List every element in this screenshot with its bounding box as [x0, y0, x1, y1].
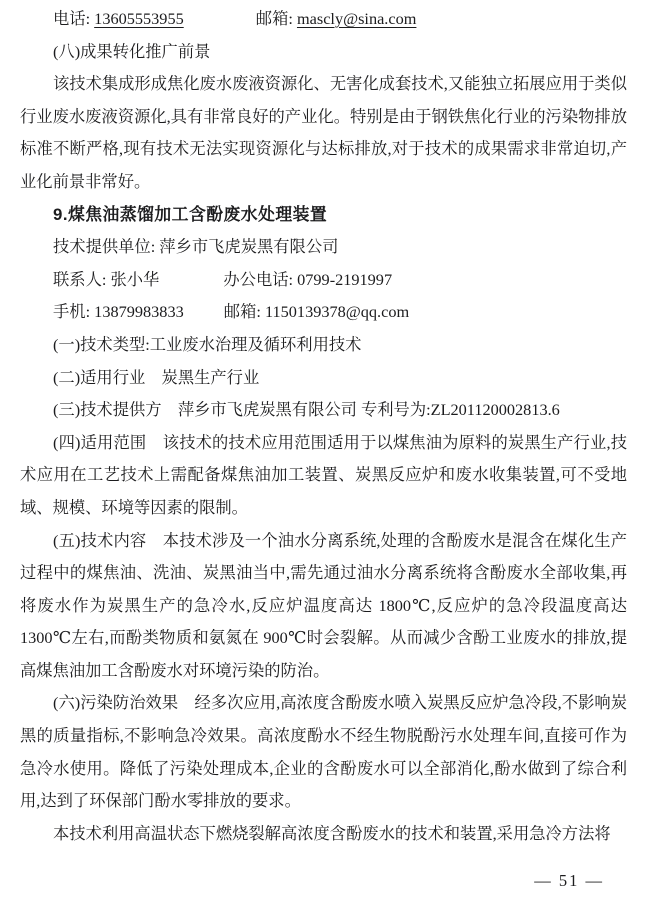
qq-email-value: 1150139378@qq.com — [264, 302, 410, 322]
item-tech-type: (一)技术类型:工业废水治理及循环利用技术 — [53, 334, 362, 354]
phone-label: 电话: — [53, 9, 91, 28]
item-scope-paragraph: (四)适用范围 该技术的技术应用范围适用于以煤焦油为原料的炭黑生产行业,技术应用在工艺技术上需配备煤焦油加工装置、炭黑反应炉和废水收集装置,可不受地域、规模、环境等因素的限制。 — [20, 432, 627, 517]
provider-label: 技术提供单位: — [53, 237, 156, 257]
closing-paragraph: 本技术利用高温状态下燃烧裂解高浓度含酚废水的技术和装置,采用急冷方法将 — [53, 823, 611, 843]
contact-line-top — [20, 3, 627, 36]
item-content-paragraph: (五)技术内容 本技术涉及一个油水分离系统,处理的含酚废水是混含在煤化生产过程中的煤焦油、洗油、炭黑油当中,需先通过油水分离系统将含酚废水全部收集,再将废水作为炭黑生产的急冷水,反应炉温度高达 1800℃,反应炉的急冷段温度高达 1300℃左右,而酚类物质和氨氮在 900℃时会裂解。从而减少含酚工业废水的排放,提高煤焦油加工含酚废水对环境污染的防治。 — [20, 530, 627, 680]
provider-value: 萍乡市飞虎炭黑有限公司 — [159, 237, 339, 257]
email-label: 邮箱: — [255, 9, 293, 28]
contact-name-label: 联系人: — [53, 269, 107, 289]
page-number: — 51 — — [534, 871, 604, 890]
mobile-line — [20, 296, 627, 329]
mobile-value: 13879983833 — [94, 302, 184, 322]
provider-line — [20, 231, 627, 264]
qq-email-label: 邮箱: — [223, 302, 261, 322]
item-pollution-effect-paragraph: (六)污染防治效果 经多次应用,高浓度含酚废水喷入炭黑反应炉急冷段,不影响炭黑的质量指标,不影响急冷效果。高浓度酚水不经生物脱酚污水处理车间,直接可作为急冷水使用。降低了污染处理成本,企业的含酚废水可以全部消化,酚水做到了综合利用,达到了环保部门酚水零排放的要求。 — [20, 693, 627, 811]
phone-value: 13605553955 — [94, 9, 184, 28]
office-phone-value: 0799-2191997 — [297, 269, 393, 289]
item-industry: (二)适用行业 炭黑生产行业 — [53, 367, 260, 387]
document-body — [20, 3, 627, 850]
contact-name-value: 张小华 — [110, 269, 160, 289]
email-value: mascly@sina.com — [296, 9, 417, 28]
contact-person-line — [20, 264, 627, 297]
item-provider-patent: (三)技术提供方 萍乡市飞虎炭黑有限公司 专利号为:ZL201120002813.6 — [53, 400, 560, 420]
section9-heading: 9.煤焦油蒸馏加工含酚废水处理装置 — [53, 204, 328, 224]
section8-paragraph: 该技术集成形成焦化废水废液资源化、无害化成套技术,又能独立拓展应用于类似行业废水废液资源化,具有非常良好的产业化。特别是由于钢铁焦化行业的污染物排放标准不断严格,现有技术无法实现资源化与达标排放,对于技术的成果需求非常迫切,产业化前景非常好。 — [20, 74, 627, 191]
office-phone-label: 办公电话: — [223, 269, 294, 289]
mobile-label: 手机: — [53, 302, 91, 322]
section8-heading: (八)成果转化推广前景 — [53, 41, 211, 61]
